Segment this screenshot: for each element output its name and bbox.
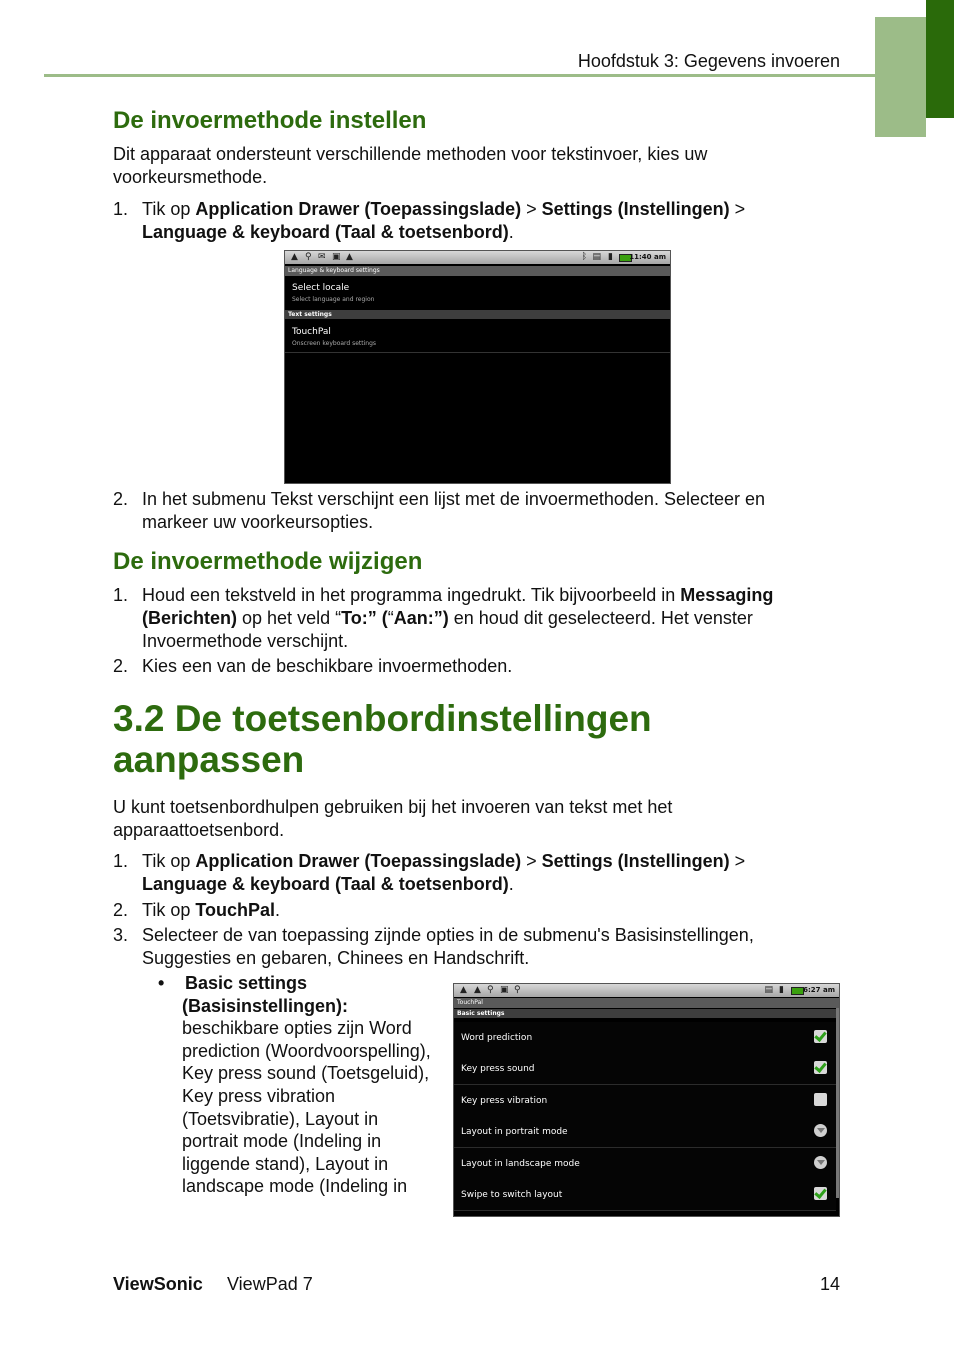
sim-icon: ▤ xyxy=(592,252,601,262)
screen-title: TouchPal xyxy=(454,998,839,1008)
list-item: 3. Selecteer de van toepassing zijnde opties in de submenu's Basisinstellingen, Suggesties en gebaren, Chinees en Handschrift. xyxy=(113,925,754,968)
list-number: 1. xyxy=(113,199,129,219)
scrollbar[interactable] xyxy=(836,1008,839,1198)
settings-row[interactable] xyxy=(454,1022,836,1054)
chapter-section-heading: 3.2 De toetsenbordinstellingen aanpassen xyxy=(113,698,652,780)
chapter-tab-accent xyxy=(926,0,954,118)
chapter-header: Hoofdstuk 3: Gegevens invoeren xyxy=(577,51,840,71)
section-heading: De invoermethode wijzigen xyxy=(113,548,423,575)
bullet-term: Basic settings (Basisinstellingen): xyxy=(182,973,349,1016)
section-heading: De invoermethode instellen xyxy=(113,107,427,134)
list-item: 2. In het submenu Tekst verschijnt een lijst met de invoermethoden. Selecteer en markeer uw voorkeursopties. xyxy=(113,489,766,532)
usb-icon: ⚲ xyxy=(305,252,312,262)
list-item: 1. Houd een tekstveld in het programma ingedrukt. Tik bijvoorbeeld in Messaging (Berichten) op het veld “To:” (“Aan:”) en houd dit geselecteerd. Het venster Invoermethode verschijnt. xyxy=(113,585,774,651)
status-time: 11:40 am xyxy=(629,253,666,261)
settings-row-label: Word prediction xyxy=(461,1033,533,1043)
battery-icon xyxy=(791,987,804,995)
list-item: 1. Tik op Application Drawer (Toepassingslade) > Settings (Instellingen) > Language & keyboard (Taal & toetsenbord). xyxy=(113,199,746,242)
list-item: 2. Kies een van de beschikbare invoermethoden. xyxy=(113,656,513,676)
list-item: 2. Tik op TouchPal. xyxy=(113,900,281,920)
settings-row[interactable] xyxy=(454,1116,836,1148)
status-bar xyxy=(285,251,670,264)
settings-row[interactable] xyxy=(454,1148,836,1180)
dropdown-arrow-icon[interactable] xyxy=(814,1156,827,1169)
language-keyboard-screenshot xyxy=(284,250,671,484)
select-locale-subtitle: Select language and region xyxy=(292,296,375,303)
touchpal-title: TouchPal xyxy=(292,327,331,337)
usb-icon: ⚲ xyxy=(487,985,494,995)
chapter-tab-decoration xyxy=(875,17,926,137)
warning-icon: ▲ xyxy=(460,985,467,995)
settings-row[interactable] xyxy=(454,1179,836,1211)
checkbox-checked[interactable] xyxy=(814,1061,827,1074)
select-locale-title: Select locale xyxy=(292,283,350,293)
basic-settings-section: Basic settings xyxy=(454,1009,839,1018)
screen-title: Language & keyboard settings xyxy=(285,266,670,276)
settings-row-label: Key press sound xyxy=(461,1064,535,1075)
settings-row-label: Layout in portrait mode xyxy=(461,1127,568,1138)
mail-icon: ✉ xyxy=(318,252,326,262)
list-number: 2. xyxy=(113,656,129,676)
list-number: 1. xyxy=(113,851,129,871)
settings-row[interactable] xyxy=(454,1085,836,1117)
usb-icon: ⚲ xyxy=(514,985,521,995)
touchpal-settings-screenshot xyxy=(453,983,840,1217)
settings-row-label: Key press vibration xyxy=(461,1095,548,1106)
settings-row[interactable] xyxy=(454,1053,836,1085)
checkbox-checked[interactable] xyxy=(814,1187,827,1200)
list-number: 2. xyxy=(113,489,129,509)
status-time: 6:27 am xyxy=(803,986,835,994)
settings-row-label: Layout in landscape mode xyxy=(461,1158,580,1169)
list-number: 1. xyxy=(113,585,129,605)
divider xyxy=(285,352,670,353)
warning-icon: ▲ xyxy=(474,985,481,995)
settings-row-label: Swipe to switch layout xyxy=(461,1190,563,1200)
list-item: 1. Tik op Application Drawer (Toepassingslade) > Settings (Instellingen) > Language & keyboard (Taal & toetsenbord). xyxy=(113,851,746,894)
dropdown-arrow-icon[interactable] xyxy=(814,1124,827,1137)
warning-icon: ▲ xyxy=(291,252,298,262)
page-number: 14 xyxy=(819,1274,840,1294)
list-number: 2. xyxy=(113,900,129,920)
footer-model: ViewPad 7 xyxy=(227,1274,313,1294)
status-bar xyxy=(454,984,839,997)
bluetooth-icon: ᛒ xyxy=(581,252,587,262)
checkbox-checked[interactable] xyxy=(814,1030,827,1043)
section-intro: U kunt toetsenbordhulpen gebruiken bij het invoeren van tekst met het apparaattoetsenbord. xyxy=(113,797,673,840)
warning-icon: ▲ xyxy=(346,252,353,262)
sd-card-icon: ▣ xyxy=(332,252,341,262)
section-intro: Dit apparaat ondersteunt verschillende methoden voor tekstinvoer, kies uw voorkeursmethode. xyxy=(113,144,708,187)
checkbox-unchecked[interactable] xyxy=(814,1093,827,1106)
bullet-mark: • xyxy=(158,973,165,993)
header-rule xyxy=(44,74,875,77)
bullet-text: beschikbare opties zijn Word prediction (Woordvoorspelling), Key press sound (Toetsgeluid), Key press vibration (Toetsvibratie), Layout in portrait mode (Indeling in liggende stand), Layout in landscape mode (Indeling in xyxy=(182,1018,431,1197)
sim-icon: ▤ xyxy=(764,985,773,995)
footer-brand: ViewSonic xyxy=(113,1274,203,1294)
touchpal-subtitle: Onscreen keyboard settings xyxy=(292,340,377,347)
signal-icon: ▮ xyxy=(779,985,784,995)
signal-icon: ▮ xyxy=(608,252,613,262)
list-number: 3. xyxy=(113,925,129,945)
text-settings-section: Text settings xyxy=(285,310,670,319)
sd-card-icon: ▣ xyxy=(500,985,509,995)
